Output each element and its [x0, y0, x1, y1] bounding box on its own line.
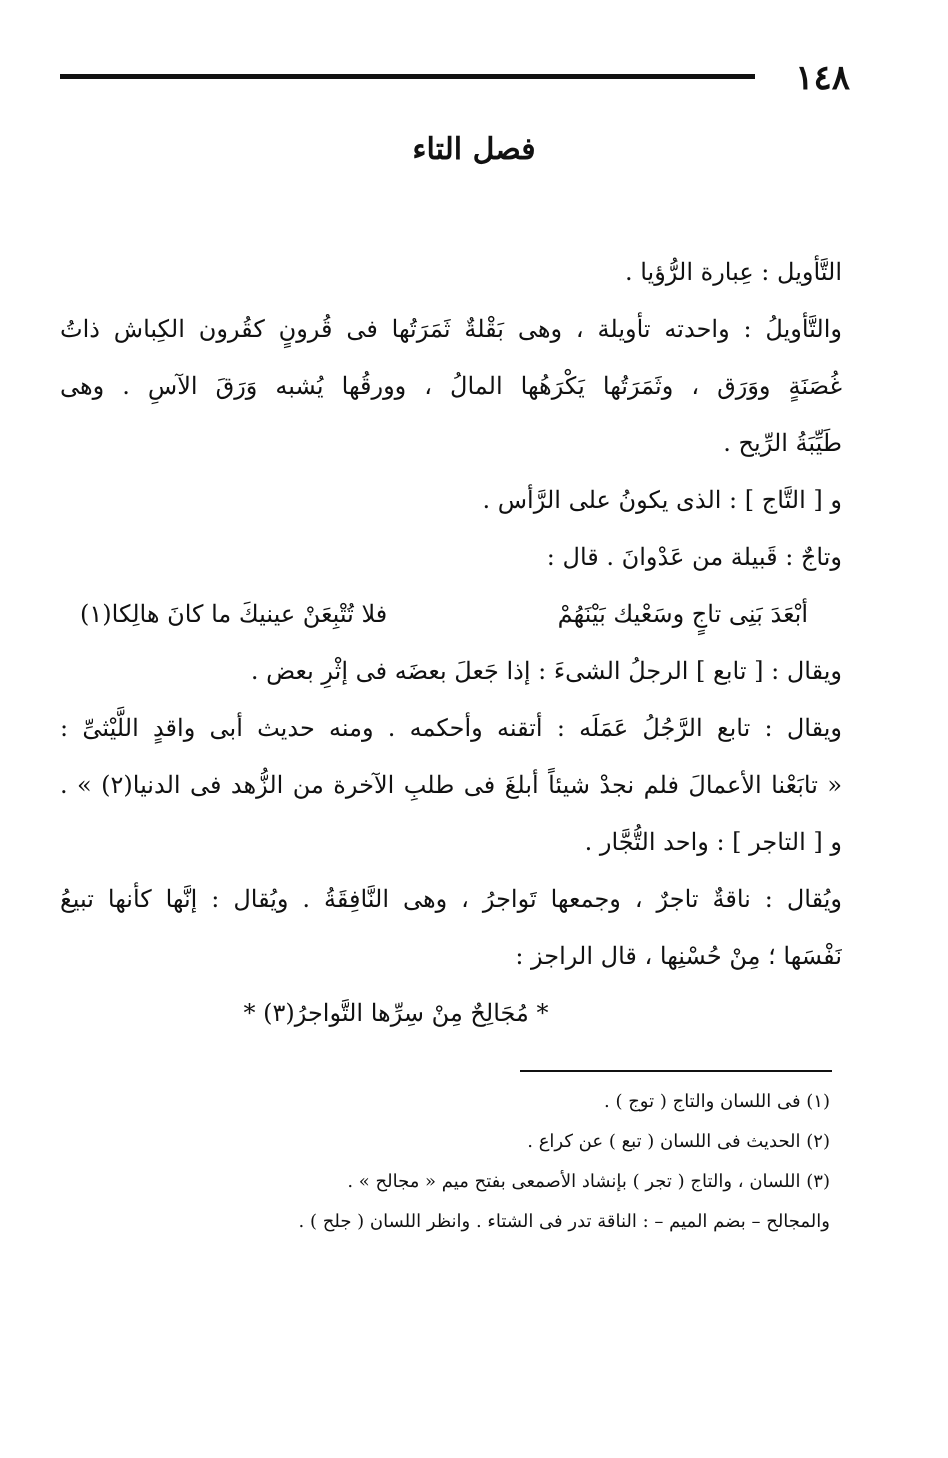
footnote: والمجالح – بضم الميم – : الناقة تدر فى الشتاء . وانظر اللسان ( جلح ) .	[298, 1211, 830, 1232]
poem-hemistich-1: أبْعَدَ بَنِى تاجٍ وسَعْيك بَيْنَهُمْ	[557, 600, 808, 628]
poem-hemistich-2: فلا تُتْبِعَنْ عينيكَ ما كانَ هالِكا(١)	[80, 600, 388, 628]
text-line: طَيِّبَةُ الرِّيح .	[723, 429, 842, 457]
text-line: غُصَنَةٍ ووَرَق ، وثَمَرَتُها يَكْرَهُها المالُ ، وورقُها يُشبه وَرَقَ الآسِ . وهى	[60, 372, 842, 400]
text-line: نَفْسَها ؛ مِنْ حُسْنِها ، قال الراجز :	[515, 942, 842, 970]
text-line: والتَّأويلُ : واحدته تأويلة ، وهى بَقْلةٌ ثَمَرَتُها فى قُرونٍ كقُرون الكِباش ذاتُ	[60, 315, 842, 343]
text-line: « تابَعْنا الأعمالَ فلم نجدْ شيئاً أبلغَ فى طلبِ الآخرة من الزُّهد فى الدنيا(٢) » .	[60, 771, 842, 799]
page-number: ١٤٨	[795, 58, 850, 98]
text-line: التَّأويل : عِبارة الرُّؤيا .	[624, 258, 842, 286]
chapter-title: فصل التاء	[412, 132, 536, 167]
text-line: ويقال : تابع الرَّجُلُ عَمَلَه : أتقنه وأحكمه . ومنه حديث أبى واقدٍ اللَّيْثىِّ :	[60, 714, 842, 742]
footnote: (٢) الحديث فى اللسان ( تبع ) عن كراع .	[527, 1131, 830, 1152]
rajaz-verse: * مُجَالِحٌ مِنْ سِرِّها التَّواجرُ(٣) *	[243, 999, 549, 1027]
footnote: (١) فى اللسان والتاج ( توج ) .	[604, 1091, 830, 1112]
footnote: (٣) اللسان ، والتاج ( تجر ) بإنشاد الأصمعى بفتح ميم « مجالح » .	[347, 1171, 830, 1192]
footnote-rule	[520, 1070, 832, 1072]
text-line: و [ التاجر ] : واحد التُّجَّار .	[584, 828, 842, 856]
text-line: وتاجٌ : قَبيلة من عَدْوانَ . قال :	[546, 543, 842, 571]
text-line: و [ التَّاج ] : الذى يكونُ على الرَّأس .	[482, 486, 842, 514]
text-line: ويقال : [ تابع ] الرجلُ الشىءَ : إذا جَعلَ بعضَه فى إثْرِ بعض .	[250, 657, 842, 685]
body-text	[60, 244, 842, 1042]
header-rule	[60, 74, 755, 79]
page-header	[60, 58, 850, 98]
footnotes	[250, 1082, 830, 1242]
text-line: ويُقال : ناقةٌ تاجرٌ ، وجمعها تَواجرُ ، وهى النَّافِقَةُ . ويُقال : إنَّها كأنها تبيعُ	[60, 885, 842, 913]
poem-verse	[60, 586, 842, 643]
